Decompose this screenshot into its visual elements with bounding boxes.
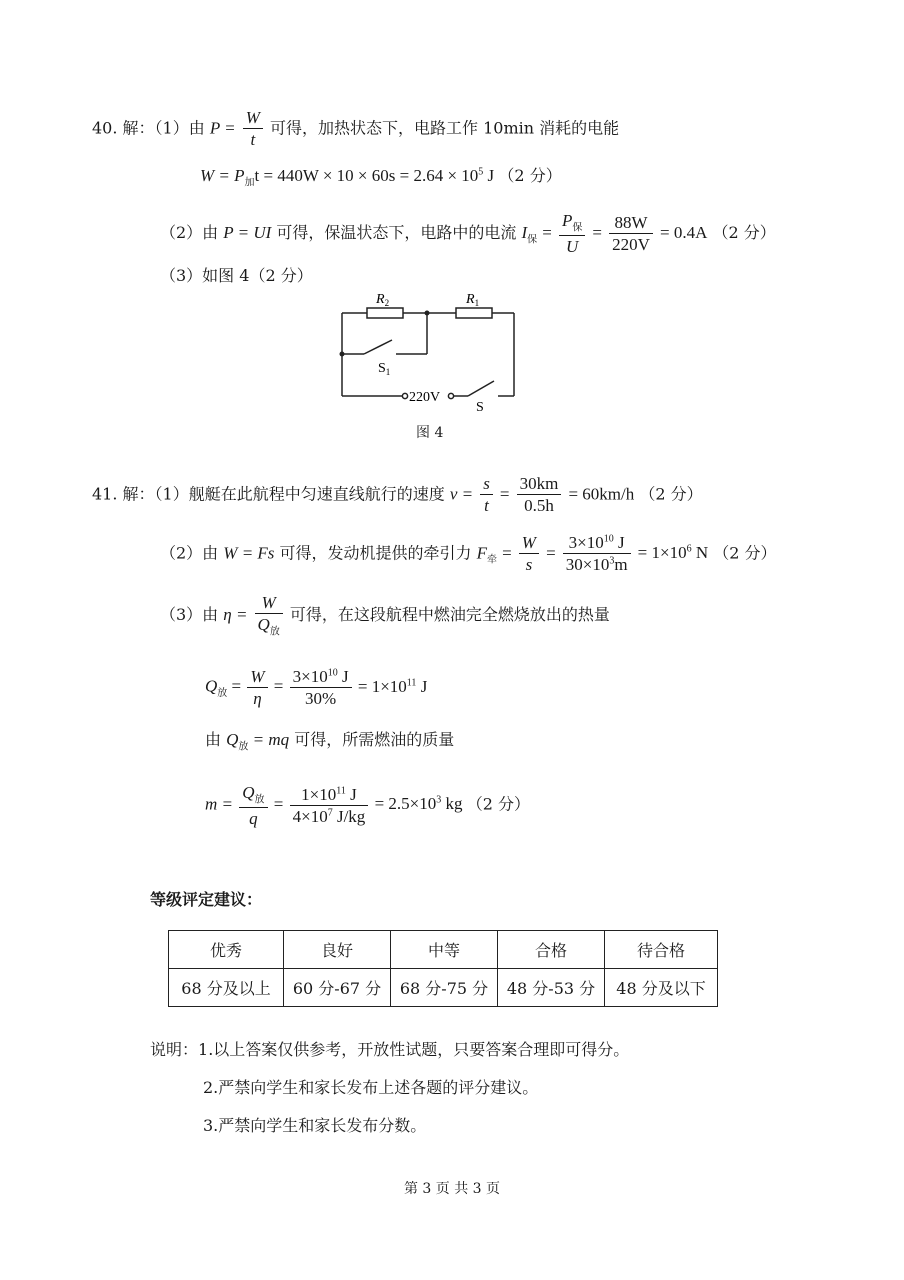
q41-p2-lead: （2）由 <box>160 543 219 563</box>
q40-p1-lead: （1）由 <box>154 118 205 138</box>
q40-p2-fraction <box>559 210 585 257</box>
frac-num: 3×10 <box>568 533 604 552</box>
q41-part1-line: 41. 解：（1）舰艇在此航程中匀速直线航行的速度 v = $\frac{s}{t}$ = $\frac{30km}{0.5h}$ = 60km/h （2 分） <box>92 474 703 516</box>
q40-p1-calc <box>200 167 562 188</box>
frac-den: 220V <box>612 235 650 255</box>
frac-num: W <box>243 107 263 129</box>
q41-heat-equation: $Q_放$ = $\frac{W}{\eta}$ = $\frac{3\times 10^{10} J}{30\%}$ = $1\times 10^{11}$ J <box>205 667 428 709</box>
velocity-symbol: v = <box>449 484 474 504</box>
frac-sup: 10 <box>603 533 614 545</box>
force-sub: 牵 <box>487 554 498 566</box>
frac-sup: 7 <box>327 807 333 819</box>
score: （2 分） <box>712 223 776 243</box>
table-header-cell: 良好 <box>284 931 391 969</box>
mass-formula: = mq <box>248 730 290 749</box>
q40-part3-line: （3）如图 4（2 分） <box>160 266 313 285</box>
frac-den: Q <box>257 615 270 635</box>
q41-p2-result: = 1×10 <box>637 543 687 563</box>
frac-num: W <box>247 666 267 688</box>
table-cell: 48 分-53 分 <box>498 969 605 1007</box>
calc-part: W = P <box>200 166 245 185</box>
circuit-diagram <box>330 286 530 411</box>
q41-p1-fraction-values <box>517 473 562 517</box>
figure-caption: 图 4 <box>416 425 444 441</box>
table-header-cell: 合格 <box>498 931 605 969</box>
q41-p2-result: N <box>691 543 709 563</box>
frac-num: P <box>561 211 573 230</box>
score: （2 分） <box>498 166 562 185</box>
frac-num: W <box>255 592 283 614</box>
q40-part1-line <box>92 107 619 151</box>
heat-sub: 放 <box>217 688 228 700</box>
mass-result: kg <box>441 794 463 814</box>
mass-text: 可得，所需燃油的质量 <box>294 730 455 749</box>
q41-p2-formula: W = Fs <box>223 543 275 563</box>
source-label: 220V <box>409 390 441 405</box>
frac-den: 30% <box>305 689 337 709</box>
q41-p2-fraction-values <box>563 532 631 576</box>
q40-p1-text: 可得，加热状态下，电路工作 10min 消耗的电能 <box>270 118 620 138</box>
frac-den: 30×10 <box>565 555 610 575</box>
frac-den: J/kg <box>332 807 366 827</box>
resistor-r1 <box>456 308 492 318</box>
heat-result: J <box>416 676 428 696</box>
note-item: 1.以上答案仅供参考，开放性试题，只要答案合理即可得分。 <box>198 1040 630 1059</box>
s-label: S <box>476 400 484 411</box>
frac-den: t <box>250 130 256 150</box>
q41-p3-lead: （3）由 <box>160 605 219 625</box>
q40-p2-text: 可得，保温状态下，电路中的电流 <box>276 223 517 243</box>
frac-den: 4×10 <box>292 807 328 827</box>
current-symbol: I <box>521 223 528 243</box>
result-sup: 6 <box>686 543 692 555</box>
calc-sub: 加 <box>244 177 255 189</box>
q41-p1-fraction <box>480 473 493 517</box>
frac-sub: 放 <box>254 794 265 806</box>
q40-p2-formula: P = UI <box>223 223 272 243</box>
page-footer: 第 3 页 共 3 页 <box>403 1181 501 1197</box>
q41-p2-text: 可得，发动机提供的牵引力 <box>279 543 472 563</box>
frac-num: J <box>345 784 357 804</box>
switch-s <box>468 381 494 396</box>
frac-num: 88W <box>609 212 653 234</box>
table-header-cell: 优秀 <box>169 931 284 969</box>
equals: = <box>542 223 552 243</box>
frac-num: W <box>519 532 539 554</box>
q41-p2-fraction <box>519 532 539 576</box>
frac-den: m <box>614 555 628 575</box>
frac-sup: 10 <box>327 667 338 679</box>
frac-den: 0.5h <box>524 496 554 516</box>
result-sup: 11 <box>406 677 417 688</box>
q41-p1-text: （1）舰艇在此航程中匀速直线航行的速度 <box>154 484 445 504</box>
s1-label: $S_1$ <box>378 361 391 377</box>
frac-num: J <box>337 667 349 686</box>
score: （2 分） <box>713 543 777 563</box>
mass-symbol: m = <box>205 794 233 814</box>
eta-symbol: η = <box>223 605 248 625</box>
q40-part2-line: （2）由 P = UI 可得，保温状态下，电路中的电流 $I_保$ = $\frac{P_保}{U}$ = $\frac{88W}{220V}$ = 0.4A （2 分） <box>160 211 776 256</box>
q40-p2-result: = 0.4A <box>659 223 708 243</box>
q40-p1-fraction <box>243 107 263 151</box>
grade-table <box>168 930 718 1007</box>
score: （2 分） <box>639 484 703 504</box>
q41-p3-text: 可得，在这段航程中燃油完全燃烧放出的热量 <box>289 605 610 625</box>
calc-part: t = 440W × 10 × 60s = 2.64 × 10 <box>254 166 479 185</box>
q41-p3-fraction <box>255 592 283 639</box>
frac-num: 1×10 <box>301 784 337 804</box>
frac-den: η <box>253 689 262 709</box>
resistor-r2 <box>367 308 403 318</box>
calc-sup: 5 <box>478 166 484 178</box>
q41-mass-equation: m = $\frac{Q_放}{q}$ = $\frac{1\times 10^{11} J}{4\times 10^7 J/kg}$ = $2.5\times 10^3$ kg （2 分） <box>205 783 531 828</box>
grade-title: 等级评定建议： <box>150 890 263 909</box>
table-cell: 68 分-75 分 <box>391 969 498 1007</box>
frac-num: s <box>480 473 493 495</box>
r2-label: $R_2$ <box>376 292 390 308</box>
table-header-cell: 中等 <box>391 931 498 969</box>
heat-fraction-values <box>290 666 352 710</box>
table-row <box>169 969 718 1007</box>
frac-sup: 3 <box>609 555 615 567</box>
mass-fraction-values <box>290 784 369 828</box>
q40-p1-formula: P = <box>209 118 236 138</box>
result-sup: 3 <box>436 794 442 806</box>
table-header-cell: 待合格 <box>605 931 718 969</box>
notes-line-1 <box>150 1042 629 1058</box>
frac-num: 3×10 <box>292 667 328 686</box>
table-cell: 48 分及以下 <box>605 969 718 1007</box>
mass-fraction <box>239 782 267 829</box>
frac-num: Q <box>242 783 255 802</box>
score: （2 分） <box>466 794 531 814</box>
frac-den: s <box>525 555 533 575</box>
mass-formula: Q <box>226 730 239 749</box>
r1-label: $R_1$ <box>466 292 480 308</box>
current-sub: 保 <box>527 234 538 246</box>
switch-s1 <box>364 340 392 354</box>
mass-lead: 由 <box>205 730 222 749</box>
q41-number: 41. 解： <box>92 484 155 504</box>
frac-den: t <box>484 496 489 516</box>
heat-symbol: Q <box>205 676 218 696</box>
q41-part3-line <box>160 592 610 639</box>
frac-num: J <box>613 533 625 552</box>
frac-sup: 11 <box>336 785 346 797</box>
notes-label: 说明： <box>150 1040 199 1059</box>
mass-result: = 2.5×10 <box>374 794 437 814</box>
frac-den: q <box>249 808 258 828</box>
note-item: 3.严禁向学生和家长发布分数。 <box>203 1116 427 1135</box>
table-cell: 68 分及以上 <box>169 969 284 1007</box>
table-header-row <box>169 931 718 969</box>
force-symbol: F <box>476 543 488 563</box>
heat-result: = 1×10 <box>357 676 407 696</box>
heat-fraction <box>247 666 267 710</box>
frac-sub: 保 <box>572 222 583 234</box>
mass-formula-sub: 放 <box>238 741 249 753</box>
table-cell: 60 分-67 分 <box>284 969 391 1007</box>
q40-p2-lead: （2）由 <box>160 223 219 243</box>
q40-p2-fraction-values <box>609 212 653 256</box>
q41-mass-intro <box>205 731 454 752</box>
frac-sub: 放 <box>269 626 280 638</box>
frac-num: 30km <box>517 473 562 495</box>
note-item: 2.严禁向学生和家长发布上述各题的评分建议。 <box>203 1078 539 1097</box>
q41-part2-line: （2）由 W = Fs 可得，发动机提供的牵引力 $F_牵$ = $\frac{W}{s}$ = $\frac{3\times 10^{10} J}{30\times 10^3m}$ = $1\times 10^6$ N （2 分） <box>160 533 777 575</box>
q40-number: 40. 解： <box>92 118 155 138</box>
calc-part: J <box>483 166 495 185</box>
q41-p1-result: = 60km/h <box>568 484 635 504</box>
frac-den: U <box>565 236 579 256</box>
